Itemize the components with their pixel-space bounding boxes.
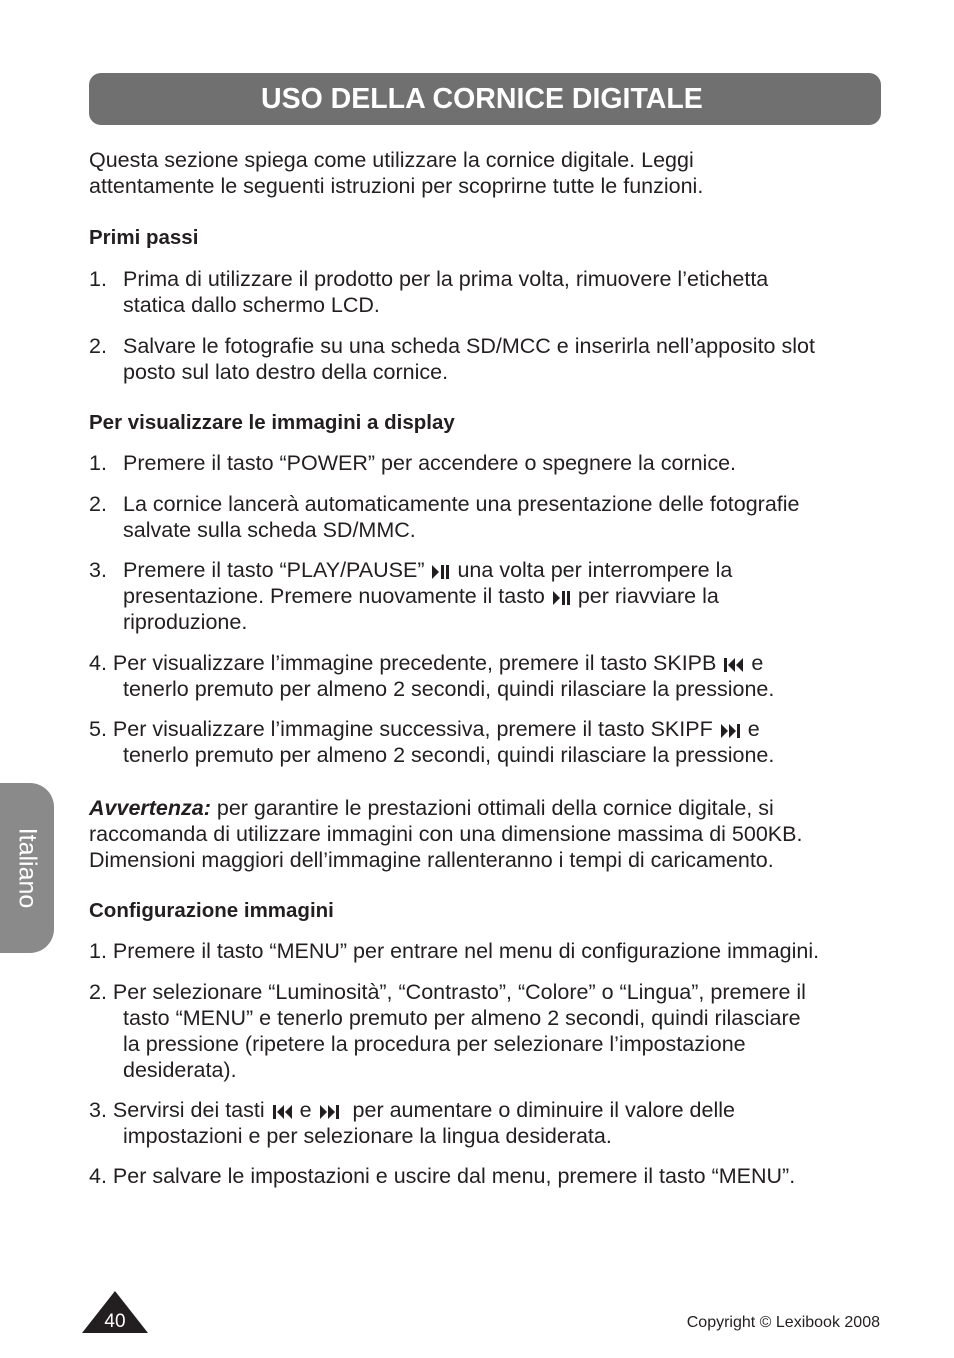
list-item: 1. Premere il tasto “POWER” per accendere o spegnere la cornice. bbox=[89, 451, 737, 475]
list-item: 5. Per visualizzare l’immagine successiva, premere il tasto SKIPF e tenerlo premuto per almeno 2 secondi, quindi rilasciare la pressione. bbox=[89, 717, 775, 767]
page-number-badge bbox=[82, 1291, 148, 1333]
play-pause-icon bbox=[553, 591, 570, 605]
warning-paragraph: Avvertenza: per garantire le prestazioni ottimali della cornice digitale, si raccomanda di utilizzare immagini con una dimensione massima di 500KB. Dimensioni maggiori dell’immagine rallenteranno i tempi di caricamento. bbox=[89, 796, 803, 872]
warning-label: Avvertenza: bbox=[89, 796, 211, 820]
list-item: 2. Per selezionare “Luminosità”, “Contrasto”, “Colore” o “Lingua”, premere il tasto “MENU” e tenerlo premuto per almeno 2 secondi, quindi rilasciare la pressione (ripetere la procedura per selezionare l’impostazione desiderata). bbox=[89, 980, 806, 1082]
list-item: 3. Servirsi dei tasti e per aumentare o diminuire il valore delle impostazioni e per selezionare la lingua desiderata. bbox=[89, 1098, 735, 1148]
heading-configurazione: Configurazione immagini bbox=[89, 899, 334, 922]
heading-visualizzare: Per visualizzare le immagini a display bbox=[89, 411, 455, 434]
language-side-tab bbox=[0, 783, 54, 953]
list-item: 1. Prima di utilizzare il prodotto per la prima volta, rimuovere l’etichetta statica dallo schermo LCD. bbox=[89, 267, 769, 317]
skip-back-icon bbox=[724, 658, 743, 672]
section-title: USO DELLA CORNICE DIGITALE bbox=[261, 83, 703, 115]
page-number: 40 bbox=[104, 1311, 126, 1332]
heading-primi-passi: Primi passi bbox=[89, 226, 199, 249]
skip-back-icon bbox=[273, 1105, 292, 1119]
language-side-tab-label: Italiano bbox=[13, 827, 42, 909]
play-pause-icon bbox=[432, 565, 449, 579]
list-item: 2. Salvare le fotografie su una scheda SD/MCC e inserirla nell’apposito slot posto sul lato destro della cornice. bbox=[89, 334, 815, 384]
copyright-text: Copyright © Lexibook 2008 bbox=[686, 1314, 880, 1331]
list-item: 2. La cornice lancerà automaticamente una presentazione delle fotografie salvate sulla scheda SD/MMC. bbox=[89, 492, 800, 542]
intro-paragraph: Questa sezione spiega come utilizzare la cornice digitale. Leggi attentamente le seguenti istruzioni per scoprirne tutte le funzioni. bbox=[89, 148, 704, 198]
list-item: 1. Premere il tasto “MENU” per entrare nel menu di configurazione immagini. bbox=[89, 939, 820, 963]
skip-forward-icon bbox=[721, 724, 740, 738]
skip-forward-icon bbox=[320, 1105, 339, 1119]
list-item: 3. Premere il tasto “PLAY/PAUSE” una volta per interrompere la presentazione. Premere nuovamente il tasto per riavviare la riproduzione. bbox=[89, 558, 733, 634]
section-title-bar bbox=[89, 73, 881, 125]
list-item: 4. Per salvare le impostazioni e uscire dal menu, premere il tasto “MENU”. bbox=[89, 1164, 796, 1188]
list-item: 4. Per visualizzare l’immagine precedente, premere il tasto SKIPB e tenerlo premuto per almeno 2 secondi, quindi rilasciare la pressione. bbox=[89, 651, 775, 701]
